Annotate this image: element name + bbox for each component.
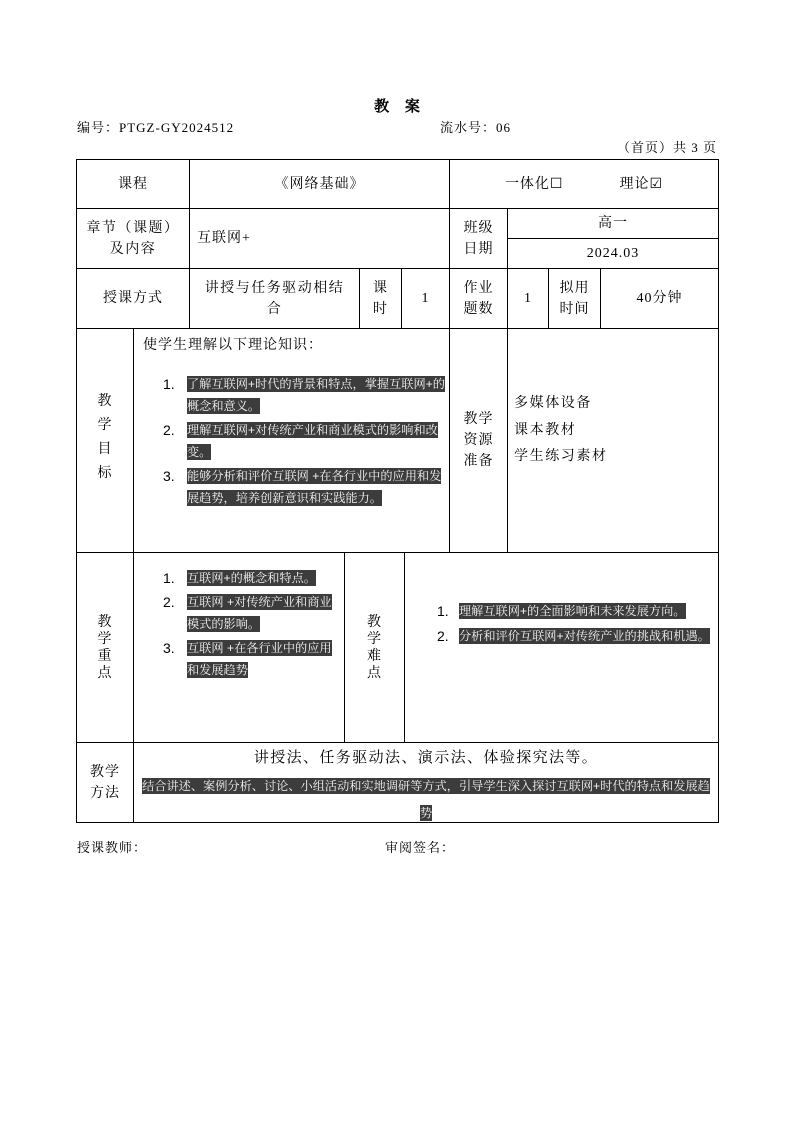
list-item	[134, 465, 449, 509]
difficulties-content-cell	[404, 552, 719, 743]
delivery-mode-value: 讲授与任务驱动相结合	[204, 280, 345, 317]
highlighted-text: 变。	[187, 445, 212, 459]
difficulties-label-cell	[344, 552, 405, 743]
highlighted-text: 模式的影响。	[187, 617, 261, 631]
chapter-value: 互联网+	[197, 231, 251, 246]
document-title: 教 案	[374, 99, 426, 115]
goals-list	[134, 373, 449, 511]
list-item	[134, 567, 344, 589]
hours-value-cell	[401, 268, 450, 329]
course-label-cell	[76, 159, 190, 209]
methods-label-cell	[76, 742, 134, 823]
list-item	[405, 625, 718, 647]
goals-intro: 使学生理解以下理论知识：	[143, 338, 323, 353]
resource-item: 学生练习素材	[514, 449, 608, 464]
list-item	[134, 419, 449, 463]
flow-number: 流水号：06	[440, 120, 512, 135]
key-points-list	[134, 567, 344, 683]
highlighted-text: 互联网 +在各行业中的应用	[187, 641, 332, 655]
methods-content-cell	[133, 742, 719, 823]
list-number: 3.	[163, 468, 175, 484]
resources-content-cell	[507, 328, 719, 553]
class-label: 班级	[463, 220, 494, 236]
list-number: 3.	[163, 640, 175, 656]
class-value-cell	[507, 208, 719, 239]
course-label: 课程	[118, 176, 148, 192]
homework-value-cell	[507, 268, 549, 329]
key-points-label-cell	[76, 552, 134, 743]
homework-value: 1	[524, 291, 532, 306]
homework-label-cell	[449, 268, 508, 329]
course-type-cell	[449, 159, 719, 209]
highlighted-text: 了解互联网+时代的背景和特点，掌握互联网+的	[187, 377, 445, 391]
course-name: 《网络基础》	[274, 176, 365, 192]
type-integrated-checkbox: 一体化☐	[504, 176, 564, 192]
goals-label: 教学目标	[97, 393, 113, 481]
list-number: 2.	[437, 628, 449, 644]
list-item	[405, 600, 718, 622]
highlighted-text: 分析和评价互联网+对传统产业的挑战和机遇。	[459, 629, 710, 643]
highlighted-text: 互联网 +对传统产业和商业	[187, 595, 332, 609]
methods-detail	[134, 773, 718, 827]
resources-label: 教学资源准备	[463, 412, 494, 469]
time-label-cell	[548, 268, 601, 329]
list-item	[134, 637, 344, 681]
highlighted-text: 理解互联网+的全面影响和未来发展方向。	[459, 604, 686, 618]
list-number: 1.	[163, 570, 175, 586]
teacher-signature-label: 授课教师：	[77, 840, 148, 855]
hours-label: 课时	[373, 280, 388, 317]
time-label: 拟用时间	[559, 280, 590, 317]
methods-label: 教学方法	[90, 764, 120, 801]
highlighted-text: 理解互联网+对传统产业和商业模式的影响和改	[187, 423, 438, 437]
page-info: （首页）共 3 页	[616, 140, 717, 155]
list-item	[134, 373, 449, 417]
list-item	[134, 591, 344, 635]
time-value-cell	[600, 268, 719, 329]
reviewer-signature-label: 审阅签名：	[385, 840, 456, 855]
highlighted-text: 能够分析和评价互联网 +在各行业中的应用和发	[187, 469, 442, 483]
homework-label: 作业题数	[463, 280, 494, 317]
class-date-label-cell	[449, 208, 508, 269]
key-points-content-cell	[133, 552, 345, 743]
goals-label-cell	[76, 328, 134, 553]
chapter-value-cell	[189, 208, 450, 269]
hours-label-cell	[359, 268, 402, 329]
list-number: 2.	[163, 422, 175, 438]
chapter-label: 章节（课题）及内容	[86, 220, 180, 257]
chapter-label-cell	[76, 208, 190, 269]
list-number: 1.	[163, 376, 175, 392]
difficulties-list	[405, 600, 718, 650]
delivery-mode-value-cell	[189, 268, 360, 329]
highlighted-text: 势	[419, 806, 433, 820]
difficulties-label: 教学难点	[367, 614, 382, 681]
list-number: 1.	[437, 603, 449, 619]
course-name-cell	[189, 159, 450, 209]
goals-content-cell	[133, 328, 450, 553]
methods-summary: 讲授法、任务驱动法、演示法、体验探究法等。	[253, 750, 599, 766]
resource-item: 多媒体设备	[514, 396, 592, 411]
serial-number: 编号：PTGZ-GY2024512	[77, 120, 235, 135]
date-value-cell	[507, 238, 719, 269]
date-label: 日期	[463, 241, 494, 257]
list-number: 2.	[163, 594, 175, 610]
time-value: 40分钟	[636, 291, 683, 306]
class-date-labels	[464, 218, 494, 260]
resources-list	[514, 391, 608, 471]
highlighted-text: 互联网+的概念和特点。	[187, 571, 316, 585]
highlighted-text: 展趋势，培养创新意识和实践能力。	[187, 491, 382, 505]
delivery-mode-label: 授课方式	[103, 291, 163, 306]
delivery-mode-label-cell	[76, 268, 190, 329]
key-points-label: 教学重点	[97, 614, 113, 681]
resource-item: 课本教材	[514, 422, 577, 438]
highlighted-text: 结合讲述、案例分析、讨论、小组活动和实地调研等方式，引导学生深入探讨互联网+时代的特点和发展趋	[142, 779, 710, 793]
resources-label-cell	[449, 328, 508, 553]
highlighted-text: 概念和意义。	[187, 399, 261, 413]
type-theory-checkbox: 理论☑	[619, 176, 664, 192]
hours-value: 1	[421, 291, 430, 306]
class-value: 高一	[598, 216, 628, 231]
highlighted-text: 和发展趋势	[187, 663, 248, 677]
date-value: 2024.03	[586, 246, 640, 261]
